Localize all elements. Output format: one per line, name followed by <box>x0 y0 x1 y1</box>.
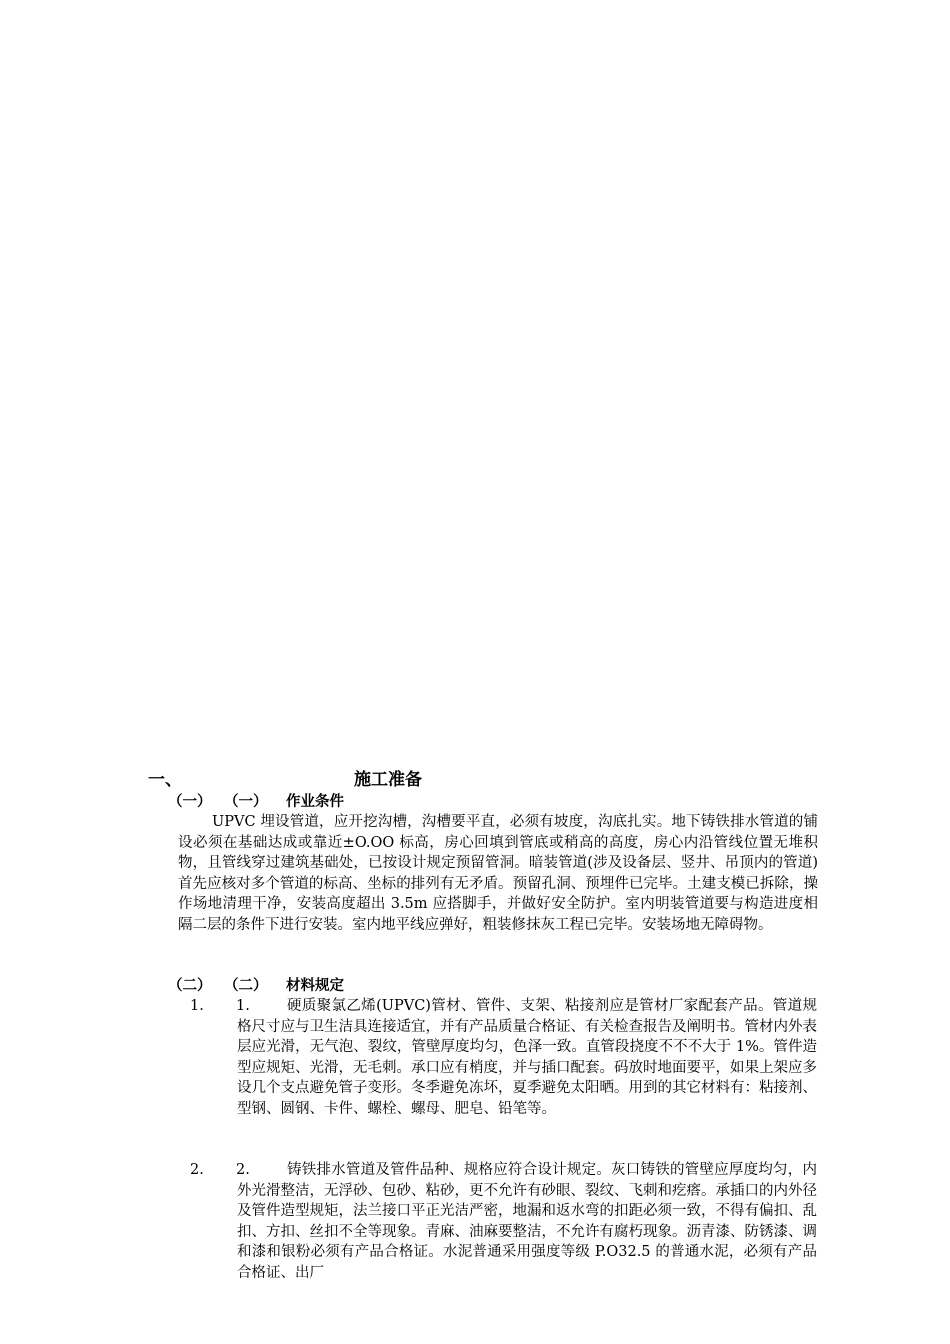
work-conditions-paragraph: UPVC 埋设管道，应开挖沟槽，沟槽要平直，必须有坡度，沟底扎实。地下铸铁排水管道的铺设必须在基础达成或靠近±O.OO 标高，房心回填到管底或稍高的高度，房心内沿管线位置无堆积物，且管线穿过建筑基础处，已按设计规定预留管洞。暗装管道(涉及设备层、竖井、吊顶内的管道)首先应核对多个管道的标高、坐标的排列有无矛盾。预留孔洞、预埋件已完毕。土建支模已拆除，操作场地清理干净，安装高度超出 3.5m 应搭脚手，并做好安全防护。室内明装管道要与构造进度相隔二层的条件下进行安装。室内地平线应弹好，粗装修抹灰工程已完毕。安装场地无障碍物。 <box>178 814 818 933</box>
subsection-number: （二） <box>168 977 212 994</box>
section-heading <box>148 768 848 792</box>
list-number-repeat: 1. <box>236 998 250 1014</box>
subsection-number-repeat: （一） <box>224 793 268 810</box>
list-item <box>190 1160 830 1283</box>
list-number: 1. <box>190 998 204 1014</box>
subsection-title: 作业条件 <box>286 793 344 810</box>
subsection-number-repeat: （二） <box>224 977 268 994</box>
list-item-text: 铸铁排水管道及管件品种、规格应符合设计规定。灰口铸铁的管壁应厚度均匀，内外光滑整洁，无浮砂、包砂、粘砂，更不允许有砂眼、裂纹、飞刺和疙瘩。承插口的内外径及管件造型规矩，法兰接口平正光洁严密，地漏和返水弯的扣距必须一致，不得有偏扣、乱扣、方扣、丝扣不全等现象。青麻、油麻要整洁，不允许有腐朽现象。沥青漆、防锈漆、调和漆和银粉必须有产品合格证。水泥普通采用强度等级 P.O32.5 的普通水泥，必须有产品合格证、出厂 <box>237 1162 817 1281</box>
list-number-repeat: 2. <box>236 1162 250 1178</box>
list-number: 2. <box>190 1162 204 1178</box>
section-number: 一、 <box>148 770 182 790</box>
section-title: 施工准备 <box>354 770 422 790</box>
subsection-title: 材料规定 <box>286 977 344 994</box>
list-item <box>190 996 830 1119</box>
subsection-number: （一） <box>168 793 212 810</box>
list-item-text: 硬质聚氯乙烯(UPVC)管材、管件、支架、粘接剂应是管材厂家配套产品。管道规格尺寸应与卫生洁具连接适宜，并有产品质量合格证、有关检查报告及阐明书。管材内外表层应光滑，无气泡、裂纹，管壁厚度均匀，色泽一致。直管段挠度不不不大于 1%。管件造型应规矩、光滑，无毛刺。承口应有梢度，并与插口配套。码放时地面要平，如果上架应多设几个支点避免管子变形。冬季避免冻坏，夏季避免太阳晒。用到的其它材料有：粘接剂、型钢、圆钢、卡件、螺栓、螺母、肥皂、铅笔等。 <box>237 998 817 1117</box>
